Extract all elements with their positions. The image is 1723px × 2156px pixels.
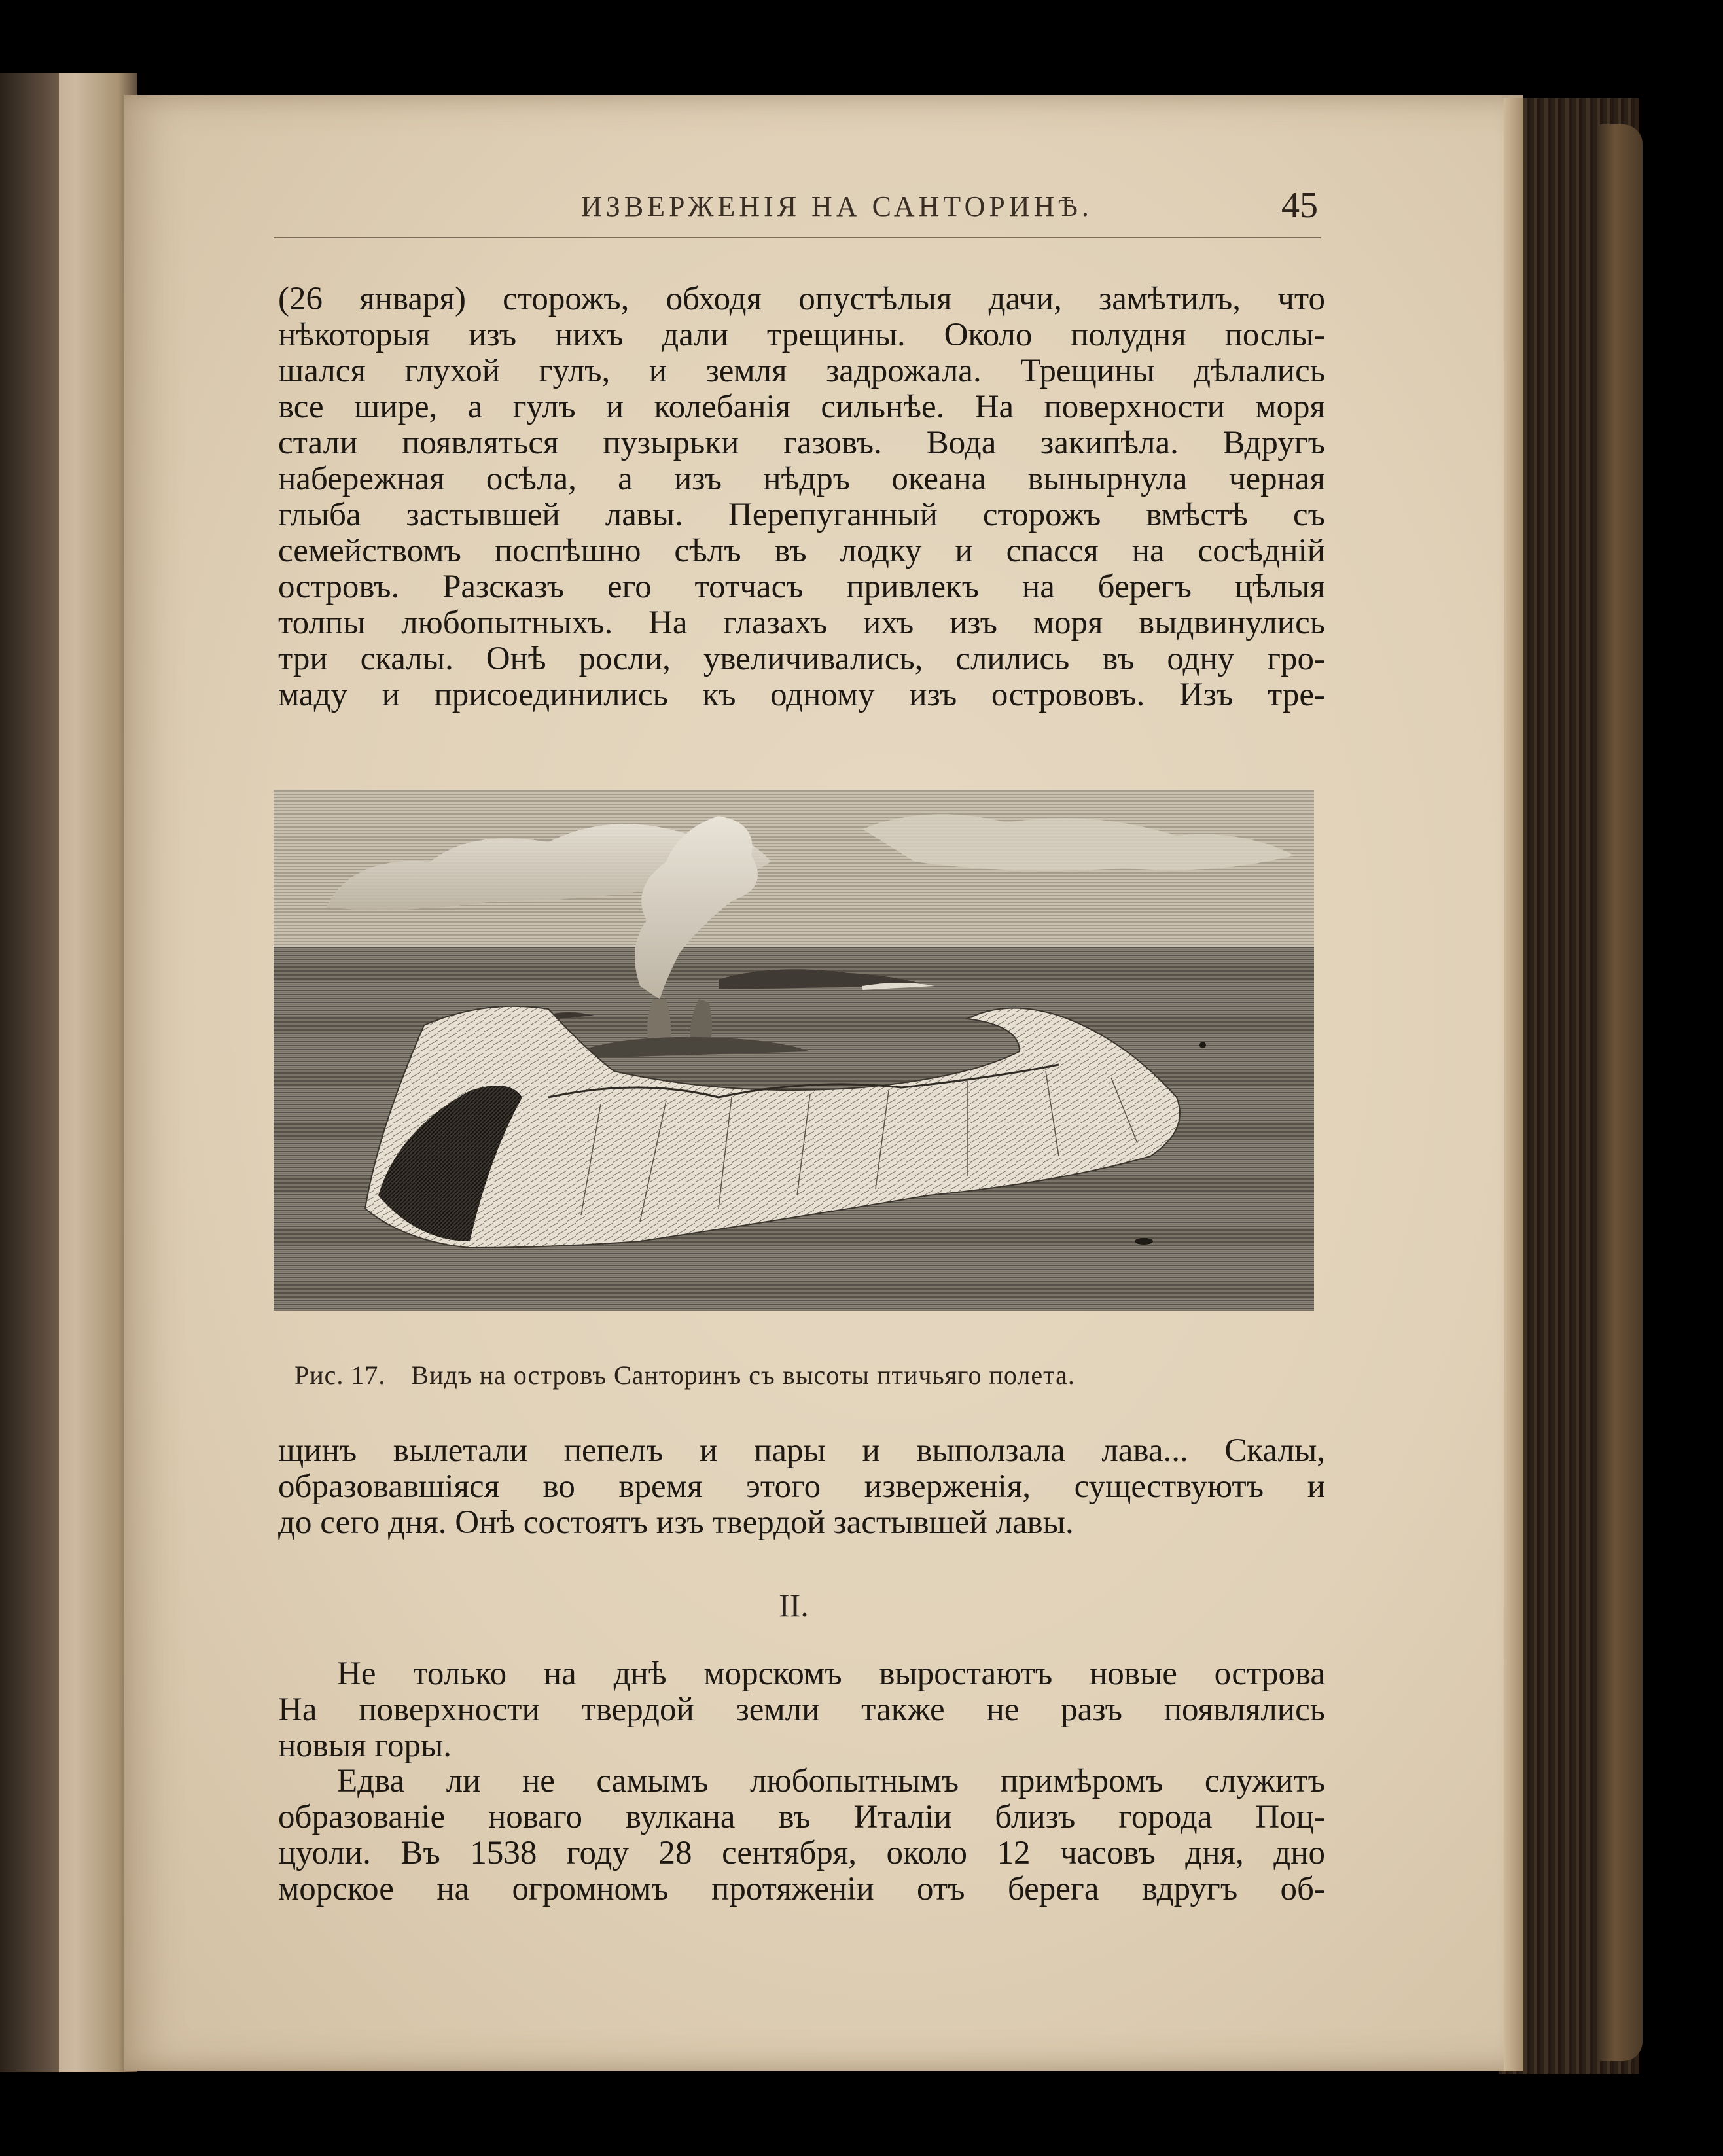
- gull: [1199, 1042, 1206, 1048]
- text-line: набережная осѣла, а изъ нѣдръ океана вынырнула черная: [278, 461, 1325, 497]
- figure-caption-text: Видъ на островъ Санторинъ съ высоты птичьяго полета.: [411, 1360, 1075, 1390]
- text-line: новыя горы.: [278, 1727, 452, 1764]
- text-line: семействомъ поспѣшно сѣлъ въ лодку и спасся на сосѣдній: [278, 533, 1325, 569]
- text-line: шался глухой гулъ, и земля задрожала. Трещины дѣлались: [278, 353, 1325, 389]
- paragraph-3: [278, 1656, 1325, 1764]
- section-number: II.: [779, 1587, 809, 1623]
- text-line: все шире, а гулъ и колебанія сильнѣе. На поверхности моря: [278, 389, 1325, 425]
- paragraph-4: [278, 1763, 1325, 1907]
- text-line: три скалы. Онѣ росли, увеличивались, слились въ одну гро-: [278, 641, 1325, 677]
- text-line: стали появляться пузырьки газовъ. Вода закипѣла. Вдругъ: [278, 425, 1325, 461]
- text-line: Едва ли не самымъ любопытнымъ примѣромъ служитъ: [337, 1763, 1325, 1799]
- santorini-engraving: [274, 790, 1314, 1311]
- text-line: (26 января) сторожъ, обходя опустѣлыя дачи, замѣтилъ, что: [278, 281, 1325, 317]
- text-line: морское на огромномъ протяженіи отъ берега вдругъ об-: [278, 1871, 1325, 1907]
- text-line: глыба застывшей лавы. Перепуганный сторожъ вмѣстѣ съ: [278, 497, 1325, 533]
- page-number: 45: [1281, 185, 1318, 226]
- text-line: до сего дня. Онѣ состоятъ изъ твердой застывшей лавы.: [278, 1504, 1074, 1541]
- text-line: маду и присоединились къ одному изъ острововъ. Изъ тре-: [278, 677, 1325, 713]
- figure-caption: [294, 1360, 1315, 1390]
- text-line: толпы любопытныхъ. На глазахъ ихъ изъ моря выдвинулись: [278, 605, 1325, 641]
- paragraph-2: [278, 1433, 1325, 1541]
- book-cover-corner: [1597, 124, 1643, 2061]
- text-line: нѣкоторыя изъ нихъ дали трещины. Около полудня послы-: [278, 317, 1325, 353]
- text-line: цуоли. Въ 1538 году 28 сентября, около 12 часовъ дня, дно: [278, 1835, 1325, 1871]
- text-line: образованіе новаго вулкана въ Италіи близъ города Поц-: [278, 1799, 1325, 1835]
- running-head: ИЗВЕРЖЕНІЯ НА САНТОРИНѢ.: [581, 190, 1093, 222]
- text-line: На поверхности твердой земли также не разъ появлялись: [278, 1691, 1325, 1728]
- page-edges: [1504, 98, 1523, 2071]
- page-header: [274, 185, 1321, 236]
- boat: [1135, 1238, 1153, 1245]
- text-line: островъ. Разсказъ его тотчасъ привлекъ на берегъ цѣлыя: [278, 569, 1325, 605]
- text-line: Не только на днѣ морскомъ выростаютъ новые острова: [337, 1655, 1325, 1692]
- text-line: щинъ вылетали пепелъ и пары и выползала лава... Скалы,: [278, 1432, 1325, 1469]
- figure-label: Рис. 17.: [294, 1360, 386, 1390]
- text-line: образовавшіяся во время этого изверженія, существуютъ и: [278, 1468, 1325, 1505]
- header-rule: [274, 237, 1321, 238]
- paragraph-1: [278, 281, 1325, 713]
- book-spine-left: [0, 73, 59, 2072]
